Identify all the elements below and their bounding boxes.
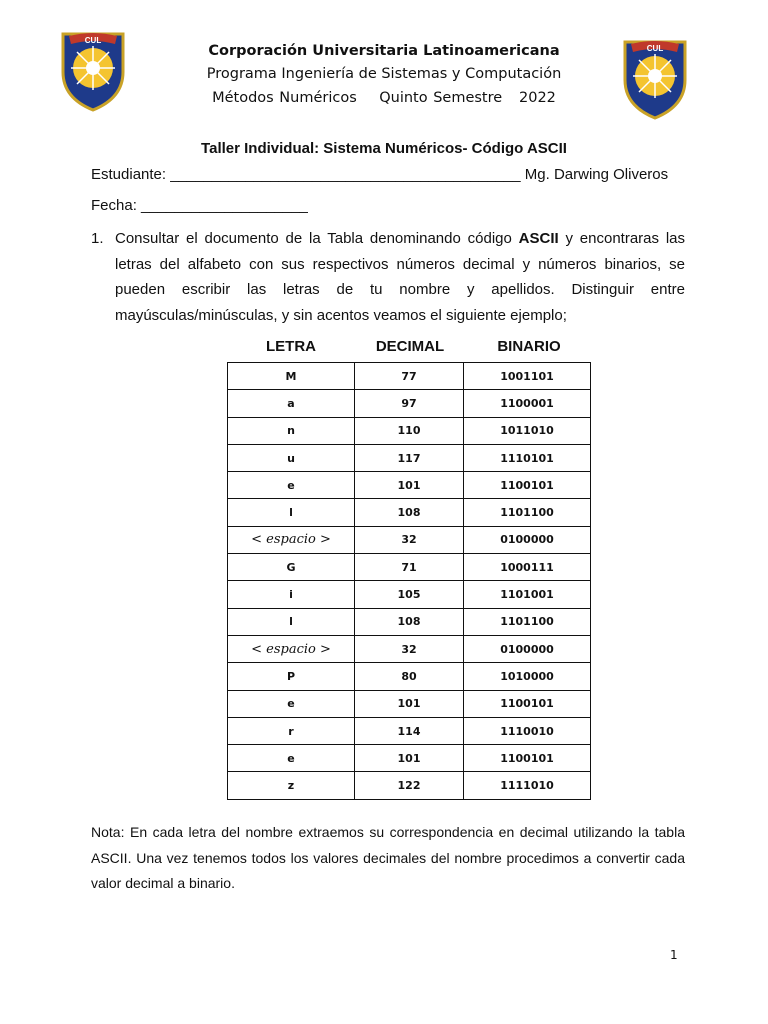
letter-cell: G (228, 554, 355, 581)
decimal-cell: 97 (355, 390, 464, 417)
decimal-cell: 108 (355, 499, 464, 526)
decimal-cell: 114 (355, 717, 464, 744)
table-row (228, 554, 591, 581)
binary-cell: 0100000 (464, 526, 591, 553)
table-row (228, 635, 591, 662)
letter-cell: M (228, 363, 355, 390)
student-blank: __________________________________________ (170, 166, 521, 183)
table-row (228, 581, 591, 608)
letter-cell: l (228, 608, 355, 635)
binary-cell: 1110101 (464, 444, 591, 471)
table-row (228, 690, 591, 717)
item-text-part: y encontraras las letras del alfabeto con sus respectivos números decimal y números binarios, se pueden escribir las letras de tu nombre y apellidos. Distinguir entre mayúsculas/minúsculas, y sin acentos veamos el siguiente ejemplo; (115, 230, 685, 324)
table-row (228, 717, 591, 744)
binary-cell: 1100101 (464, 745, 591, 772)
table-row (228, 444, 591, 471)
decimal-cell: 110 (355, 417, 464, 444)
letter-cell: u (228, 444, 355, 471)
university-logo-left (57, 28, 129, 112)
page-number: 1 (670, 948, 678, 962)
item-text-bold: ASCII (518, 230, 559, 247)
table-row (228, 417, 591, 444)
student-label: Estudiante: (91, 166, 171, 183)
note-paragraph: Nota: En cada letra del nombre extraemos su correspondencia en decimal utilizando la tabla ASCII. Una vez tenemos todos los valores decimales del nombre procedimos a convertir cada valor decimal a binario. (91, 824, 685, 891)
letter-cell: n (228, 417, 355, 444)
institution-name: Corporación Universitaria Latinoamericana (208, 43, 560, 59)
letter-cell: e (228, 472, 355, 499)
table-row (228, 526, 591, 553)
table-row (228, 390, 591, 417)
binary-cell: 1100001 (464, 390, 591, 417)
university-logo-right (619, 36, 691, 120)
binary-cell: 1011010 (464, 417, 591, 444)
table-row (228, 472, 591, 499)
decimal-cell: 122 (355, 772, 464, 799)
decimal-cell: 80 (355, 663, 464, 690)
student-line (91, 166, 681, 183)
letter-cell: r (228, 717, 355, 744)
binary-cell: 1111010 (464, 772, 591, 799)
binary-cell: 1000111 (464, 554, 591, 581)
letter-cell: l (228, 499, 355, 526)
table-row (228, 663, 591, 690)
letter-cell: P (228, 663, 355, 690)
letter-cell: i (228, 581, 355, 608)
program-name: Programa Ingeniería de Sistemas y Computación (206, 66, 562, 82)
binary-cell: 1100101 (464, 472, 591, 499)
letter-cell: < espacio > (228, 526, 355, 553)
logo-text: CUL (84, 36, 102, 45)
table-row (228, 499, 591, 526)
binary-cell: 1110010 (464, 717, 591, 744)
binary-cell: 1101100 (464, 608, 591, 635)
header-decimal: DECIMAL (375, 338, 445, 355)
decimal-cell: 108 (355, 608, 464, 635)
binary-cell: 1101100 (464, 499, 591, 526)
table-row (228, 363, 591, 390)
binary-cell: 1101001 (464, 581, 591, 608)
letter-cell: e (228, 690, 355, 717)
decimal-cell: 32 (355, 635, 464, 662)
letter-cell: a (228, 390, 355, 417)
decimal-cell: 32 (355, 526, 464, 553)
decimal-cell: 105 (355, 581, 464, 608)
document-header (150, 40, 618, 110)
table-row (228, 772, 591, 799)
letter-cell: < espacio > (228, 635, 355, 662)
table-row (228, 608, 591, 635)
binary-cell: 1100101 (464, 690, 591, 717)
decimal-cell: 101 (355, 472, 464, 499)
binary-cell: 1010000 (464, 663, 591, 690)
decimal-cell: 101 (355, 745, 464, 772)
letter-cell: e (228, 745, 355, 772)
course-line: Métodos Numéricos Quinto Semestre 2022 (212, 90, 556, 106)
item-text-part: Consultar el documento de la Tabla denominando código (115, 230, 519, 247)
binary-cell: 1001101 (464, 363, 591, 390)
ascii-table (227, 362, 591, 800)
logo-text: CUL (646, 44, 664, 53)
item-number: 1. (91, 230, 104, 247)
decimal-cell: 71 (355, 554, 464, 581)
binary-cell: 0100000 (464, 635, 591, 662)
teacher-name: Mg. Darwing Oliveros (520, 166, 669, 183)
header-binario: BINARIO (497, 338, 561, 355)
item-text (115, 226, 685, 328)
header-letra: LETRA (266, 338, 316, 355)
decimal-cell: 77 (355, 363, 464, 390)
document-title: Taller Individual: Sistema Numéricos- Código ASCII (201, 140, 567, 157)
table-row (228, 745, 591, 772)
date-label: Fecha: (91, 197, 142, 214)
letter-cell: z (228, 772, 355, 799)
date-line (91, 197, 308, 214)
decimal-cell: 117 (355, 444, 464, 471)
date-blank: ____________________ (141, 197, 308, 214)
decimal-cell: 101 (355, 690, 464, 717)
